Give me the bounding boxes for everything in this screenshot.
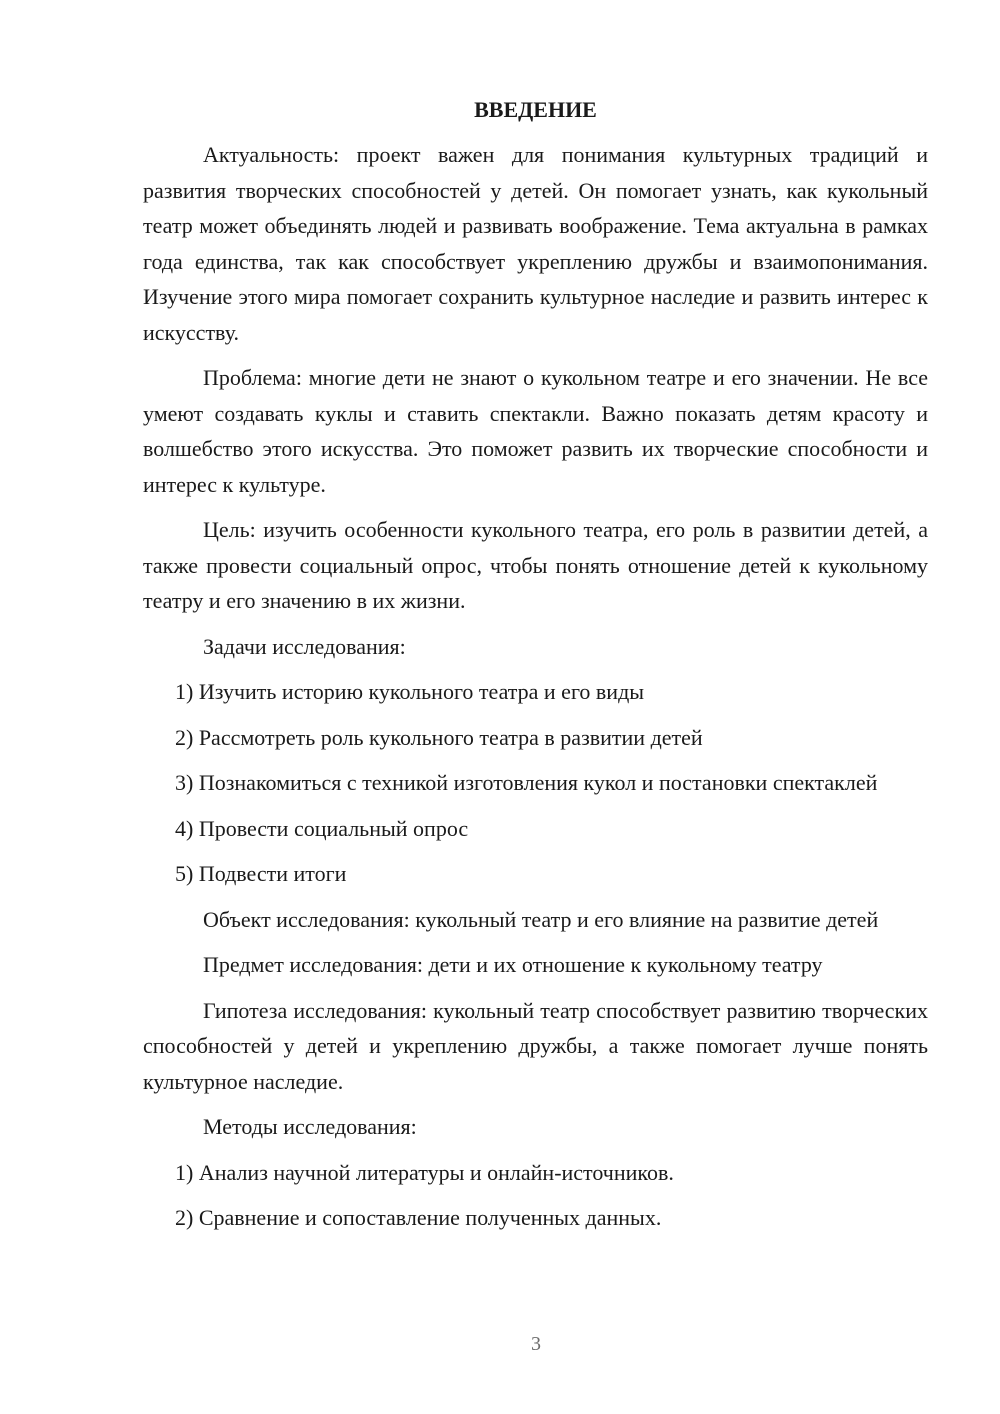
method-item: 2) Сравнение и сопоставление полученных данных.: [175, 1205, 662, 1230]
task-item: 3) Познакомиться с техникой изготовления кукол и постановки спектаклей: [175, 770, 878, 795]
object-paragraph: Объект исследования: кукольный театр и его влияние на развитие детей: [203, 906, 879, 932]
goal-paragraph: Цель: изучить особенности кукольного театра, его роль в развитии детей, а также провести социальный опрос, чтобы понять отношение детей к кукольному театру и его значению в их жизни.: [143, 517, 928, 613]
task-item: 5) Подвести итоги: [175, 861, 347, 886]
tasks-title: Задачи исследования:: [203, 633, 406, 659]
task-item: 4) Провести социальный опрос: [175, 815, 469, 841]
subject-paragraph: Предмет исследования: дети и их отношение к кукольному театру: [203, 952, 823, 977]
task-item: 2) Рассмотреть роль кукольного театра в развитии детей: [175, 724, 703, 750]
hypothesis-paragraph: Гипотеза исследования: кукольный театр способствует развитию творческих способностей у детей и укреплению дружбы, а также помогает лучше понять культурное наследие.: [143, 997, 928, 1094]
document-page: [143, 92, 928, 1236]
problem-paragraph: Проблема: многие дети не знают о кукольном театре и его значении. Не все умеют создавать куклы и ставить спектакли. Важно показать детям красоту и волшебство этого искусства. Это поможет развить их творческие способности и интерес к культуре.: [143, 365, 928, 497]
task-item: 1) Изучить историю кукольного театра и его виды: [175, 679, 645, 704]
page-number: 3: [531, 1333, 541, 1355]
section-heading: ВВЕДЕНИЕ: [474, 97, 597, 122]
method-item: 1) Анализ научной литературы и онлайн-источников.: [175, 1159, 674, 1185]
methods-title: Методы исследования:: [203, 1114, 417, 1139]
relevance-paragraph: Актуальность: проект важен для понимания культурных традиций и развития творческих способностей у детей. Он помогает узнать, как кукольный театр может объединять людей и развивать воображение. Тема актуальна в рамках года единства, так как способствует укреплению дружбы и взаимопонимания. Изучение этого мира помогает сохранить культурное наследие и развить интерес к искусству.: [143, 142, 928, 345]
